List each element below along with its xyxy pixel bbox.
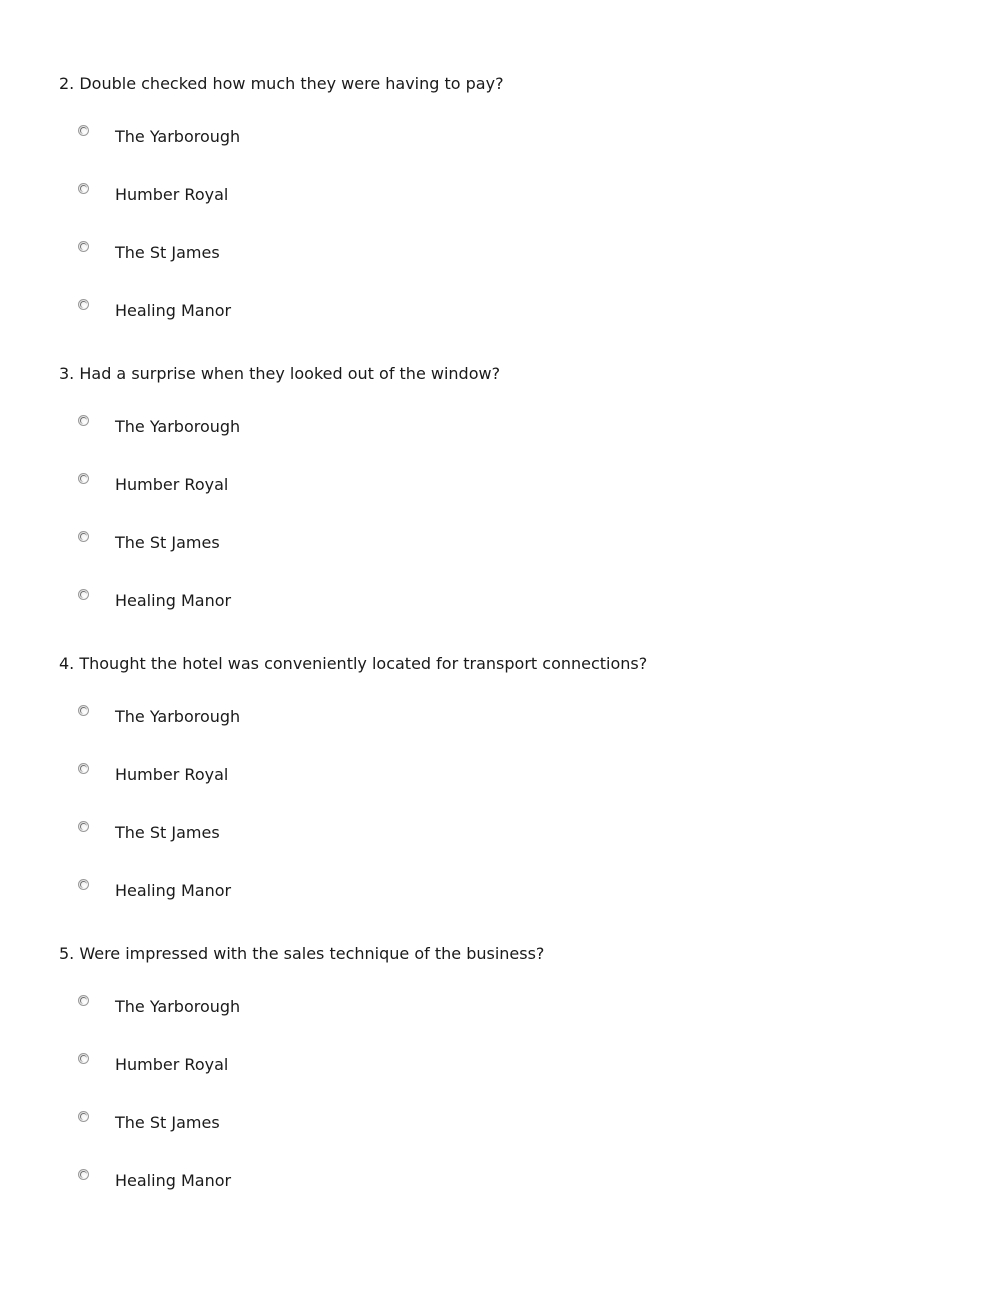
option-label[interactable]: Healing Manor: [115, 591, 232, 610]
radio-button[interactable]: [78, 705, 89, 716]
radio-button[interactable]: [78, 763, 89, 774]
option-label[interactable]: Humber Royal: [115, 765, 229, 784]
question-3: [0, 290, 1000, 610]
option-label[interactable]: The St James: [115, 243, 220, 262]
option-label[interactable]: The St James: [115, 823, 220, 842]
option-the-st-james[interactable]: [0, 531, 400, 571]
radio-button[interactable]: [78, 241, 89, 252]
radio-button[interactable]: [78, 183, 89, 194]
option-healing-manor[interactable]: [0, 1169, 400, 1209]
option-label[interactable]: The St James: [115, 533, 220, 552]
radio-button[interactable]: [78, 531, 89, 542]
radio-button[interactable]: [78, 125, 89, 136]
option-label[interactable]: Healing Manor: [115, 1171, 232, 1190]
radio-button[interactable]: [78, 821, 89, 832]
question-text: 4. Thought the hotel was conveniently located for transport connections?: [59, 654, 648, 673]
option-the-yarborough[interactable]: [0, 995, 400, 1035]
option-the-st-james[interactable]: [0, 241, 400, 281]
option-label[interactable]: The Yarborough: [115, 997, 241, 1016]
option-the-yarborough[interactable]: [0, 415, 400, 455]
option-humber-royal[interactable]: [0, 183, 400, 223]
question-5: [0, 870, 1000, 1190]
option-label[interactable]: The Yarborough: [115, 707, 241, 726]
radio-button[interactable]: [78, 415, 89, 426]
question-2: [0, 0, 1000, 320]
option-label[interactable]: Humber Royal: [115, 1055, 229, 1074]
question-4: [0, 580, 1000, 900]
option-label[interactable]: Healing Manor: [115, 881, 232, 900]
question-text: 2. Double checked how much they were having to pay?: [59, 74, 504, 93]
option-the-st-james[interactable]: [0, 821, 400, 861]
option-label[interactable]: Humber Royal: [115, 475, 229, 494]
option-humber-royal[interactable]: [0, 1053, 400, 1093]
question-text: 3. Had a surprise when they looked out of the window?: [59, 364, 501, 383]
option-humber-royal[interactable]: [0, 473, 400, 513]
question-text: 5. Were impressed with the sales technique of the business?: [59, 944, 545, 963]
option-the-st-james[interactable]: [0, 1111, 400, 1151]
radio-button[interactable]: [78, 473, 89, 484]
radio-button[interactable]: [78, 995, 89, 1006]
option-humber-royal[interactable]: [0, 763, 400, 803]
option-the-yarborough[interactable]: [0, 705, 400, 745]
radio-button[interactable]: [78, 1053, 89, 1064]
option-label[interactable]: The Yarborough: [115, 417, 241, 436]
option-label[interactable]: Humber Royal: [115, 185, 229, 204]
option-label[interactable]: The St James: [115, 1113, 220, 1132]
option-the-yarborough[interactable]: [0, 125, 400, 165]
radio-button[interactable]: [78, 1169, 89, 1180]
option-label[interactable]: The Yarborough: [115, 127, 241, 146]
option-label[interactable]: Healing Manor: [115, 301, 232, 320]
radio-button[interactable]: [78, 1111, 89, 1122]
